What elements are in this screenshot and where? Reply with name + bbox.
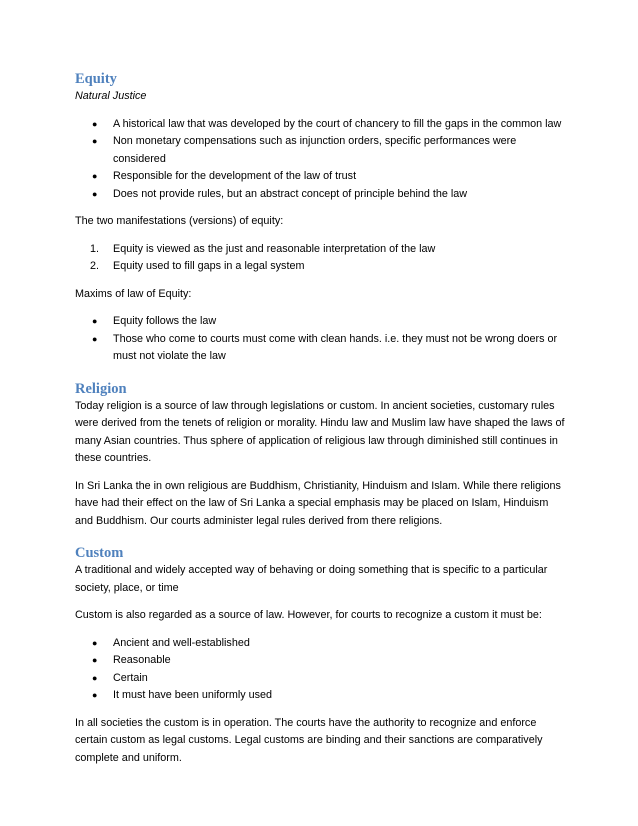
bullet-icon: ● bbox=[92, 316, 98, 326]
custom-requirements-list bbox=[75, 635, 567, 705]
religion-paragraph-1: Today religion is a source of law through legislations or custom. In ancient societies, customary rules were derived from the tenets of religion or morality. Hindu law and Muslim law have shaped the laws of many Asian countries. Thus sphere of application of religious law through diminished still continues in these countries. bbox=[75, 399, 565, 464]
bullet-icon: ● bbox=[92, 655, 98, 665]
list-item: ● It must have been uniformly used bbox=[75, 687, 567, 705]
bullet-icon: ● bbox=[92, 118, 98, 129]
bullet-icon: ● bbox=[92, 333, 98, 344]
religion-heading: Religion bbox=[75, 380, 127, 397]
custom-intro: Custom is also regarded as a source of law. However, for courts to recognize a custom it must be: bbox=[75, 609, 542, 621]
list-item: ● Ancient and well-established bbox=[75, 635, 567, 653]
list-item: 1. Equity is viewed as the just and reasonable interpretation of the law bbox=[90, 242, 436, 255]
custom-definition: A traditional and widely accepted way of behaving or doing something that is specific to a particular society, place, or time bbox=[75, 564, 548, 594]
list-item: 2. Equity used to fill gaps in a legal system bbox=[90, 260, 305, 272]
bullet-icon: ● bbox=[92, 188, 98, 199]
list-item: ● A historical law that was developed by the court of chancery to fill the gaps in the common law bbox=[75, 116, 567, 134]
maxims-list bbox=[75, 313, 567, 366]
maxims-intro: Maxims of law of Equity: bbox=[75, 287, 192, 300]
document-page bbox=[75, 70, 567, 767]
bullet-icon: ● bbox=[92, 637, 98, 648]
list-item: ● Reasonable bbox=[75, 652, 567, 670]
religion-paragraph-2: In Sri Lanka the in own religious are Buddhism, Christianity, Hinduism and Islam. While there religions have had their effect on the law of Sri Lanka a special emphasis may be placed on Islam, Hinduism and Buddhism. Our courts administer legal rules derived from there religions. bbox=[75, 479, 561, 527]
list-item: ● Does not provide rules, but an abstract concept of principle behind the law bbox=[75, 186, 567, 204]
bullet-icon: ● bbox=[92, 690, 98, 700]
list-item: ● Non monetary compensations such as injunction orders, specific performances were considered bbox=[92, 135, 517, 165]
bullet-icon: ● bbox=[92, 136, 98, 146]
manifestations-intro: The two manifestations (versions) of equity: bbox=[75, 215, 284, 227]
equity-subtitle: Natural Justice bbox=[75, 90, 147, 102]
list-item: ● Equity follows the law bbox=[75, 313, 567, 331]
bullet-icon: ● bbox=[92, 171, 98, 181]
custom-conclusion: In all societies the custom is in operation. The courts have the authority to recognize and enforce certain custom as legal customs. Legal customs are binding and their sanctions are comparatively complete and uniform. bbox=[75, 716, 543, 764]
bullet-icon: ● bbox=[92, 672, 98, 683]
list-item: ● Those who come to courts must come with clean hands. i.e. they must not be wrong doers or must not violate the law bbox=[92, 332, 558, 362]
equity-bullet-list bbox=[75, 116, 567, 204]
equity-heading: Equity bbox=[75, 71, 117, 87]
list-item: ● Certain bbox=[75, 670, 567, 688]
custom-heading: Custom bbox=[75, 545, 124, 561]
manifestations-list bbox=[75, 241, 567, 276]
list-item: ● Responsible for the development of the law of trust bbox=[75, 168, 567, 186]
